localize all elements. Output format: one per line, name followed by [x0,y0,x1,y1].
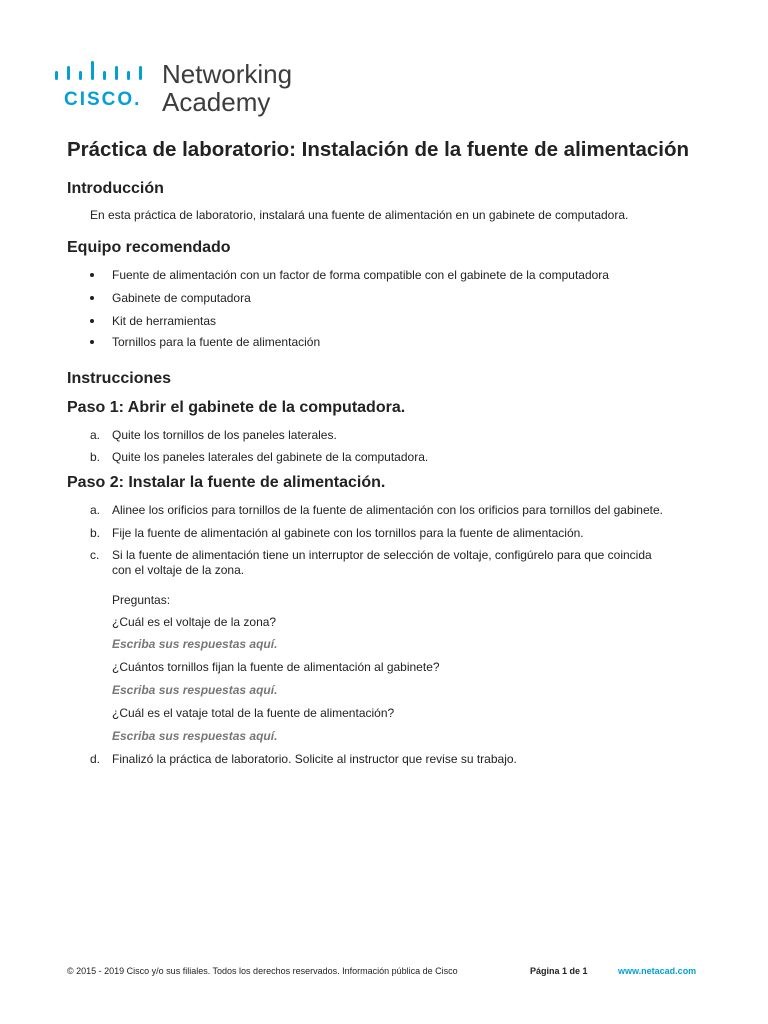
list-item: Kit de herramientas [112,314,217,328]
questions-label: Preguntas: [112,593,171,607]
step2-item-b: Fije la fuente de alimentación al gabinete con los tornillos para la fuente de alimentación. [112,526,584,540]
step1-item-b: Quite los paneles laterales del gabinete de la computadora. [112,450,429,464]
step2-item-d: Finalizó la práctica de laboratorio. Solicite al instructor que revise su trabajo. [112,752,517,766]
step1-heading: Paso 1: Abrir el gabinete de la computadora. [67,399,406,416]
step1-marker-a: a. [90,428,101,442]
footer-link[interactable]: www.netacad.com [618,966,697,976]
step1-item-a: Quite los tornillos de los paneles laterales. [112,428,337,442]
step2-marker-b: b. [90,526,101,540]
cisco-wordmark: CISCO. [64,89,142,110]
answer-field-1[interactable]: Escriba sus respuestas aquí. [112,637,278,651]
footer-copyright: © 2015 - 2019 Cisco y/o sus filiales. Todos los derechos reservados. Información pública de Cisco [67,966,458,976]
step2-marker-c: c. [90,548,100,562]
step2-item-a: Alinee los orificios para tornillos de la fuente de alimentación con los orificios para tornillos del gabinete. [112,503,663,517]
step2-marker-a: a. [90,503,101,517]
step2-marker-d: d. [90,752,101,766]
equipment-heading: Equipo recomendado [67,239,231,256]
footer-page-number: Página 1 de 1 [530,966,588,976]
step2-heading: Paso 2: Instalar la fuente de alimentación. [67,474,386,491]
bullet-icon [90,296,94,300]
list-item: Tornillos para la fuente de alimentación [112,335,321,349]
cisco-bridge-logo-icon [53,58,153,88]
bullet-icon [90,340,94,344]
page-title: Práctica de laboratorio: Instalación de la fuente de alimentación [67,138,689,161]
answer-field-2[interactable]: Escriba sus respuestas aquí. [112,683,278,697]
intro-text: En esta práctica de laboratorio, instalará una fuente de alimentación en un gabinete de computadora. [90,208,629,222]
bullet-icon [90,273,94,277]
list-item: Fuente de alimentación con un factor de forma compatible con el gabinete de la computadora [112,268,609,282]
step2-item-c-line2: con el voltaje de la zona. [112,563,245,577]
question-1: ¿Cuál es el voltaje de la zona? [112,615,277,629]
brand-line-academy: Academy [162,87,271,117]
list-item: Gabinete de computadora [112,291,251,305]
step2-item-c-line1: Si la fuente de alimentación tiene un interruptor de selección de voltaje, configúrelo para que coincida [112,548,652,562]
bullet-icon [90,319,94,323]
question-3: ¿Cuál es el vataje total de la fuente de alimentación? [112,706,395,720]
intro-heading: Introducción [67,180,164,197]
instructions-heading: Instrucciones [67,370,172,387]
brand-line-networking: Networking [162,59,293,89]
answer-field-3[interactable]: Escriba sus respuestas aquí. [112,729,278,743]
step1-marker-b: b. [90,450,101,464]
question-2: ¿Cuántos tornillos fijan la fuente de alimentación al gabinete? [112,660,440,674]
